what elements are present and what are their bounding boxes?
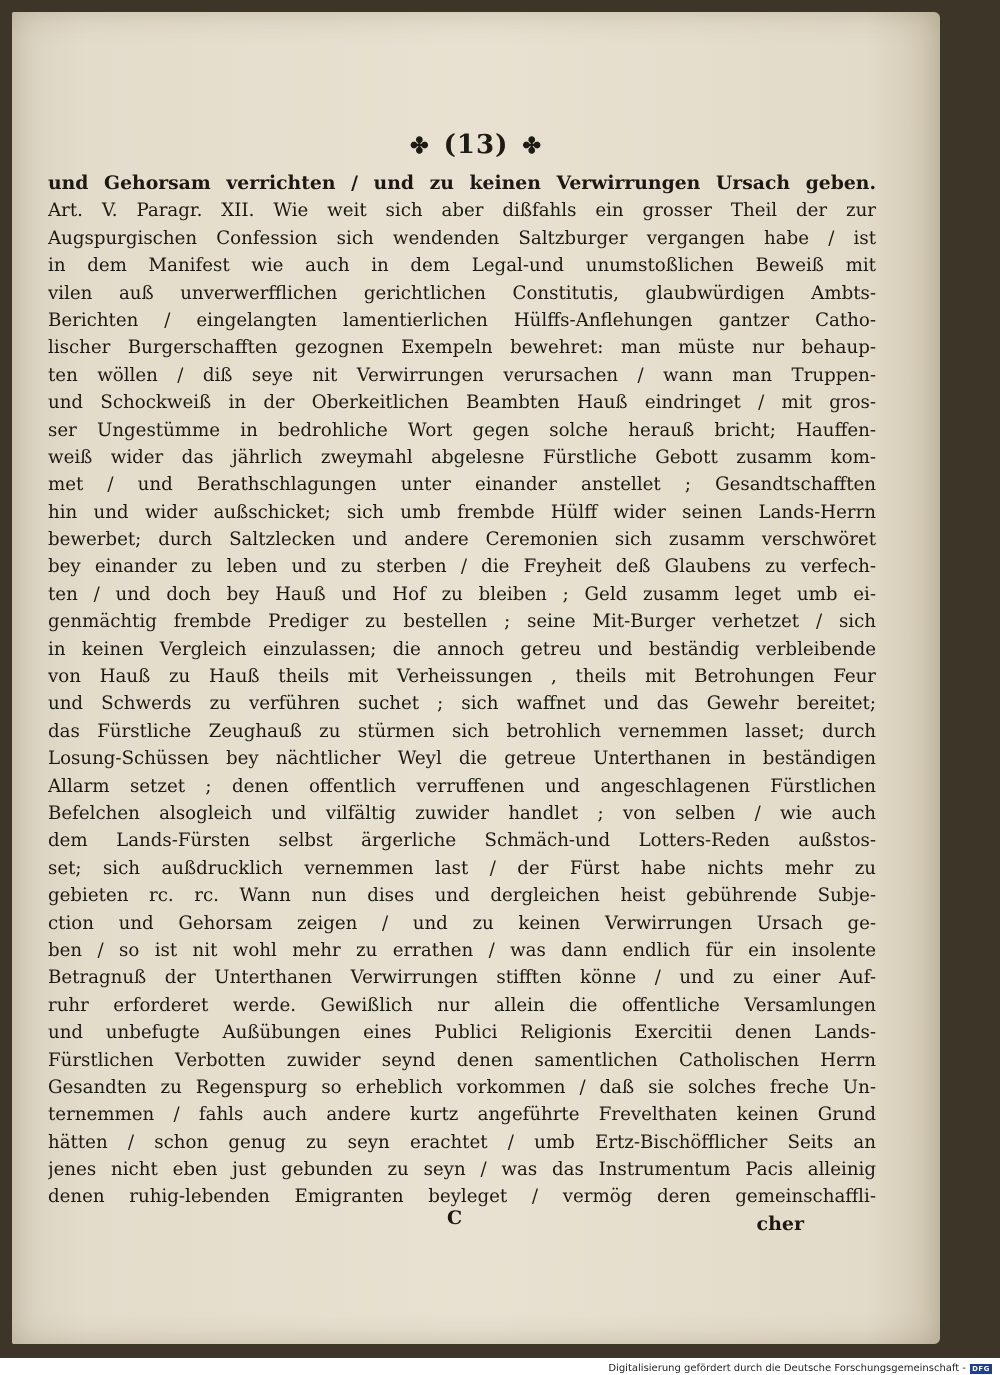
dfg-logo-icon: DFG bbox=[970, 1364, 992, 1374]
page-header bbox=[12, 130, 940, 160]
text-line: hin und wider außschicket; sich umb frembde Hülff wider seinen Lands-Herrn bbox=[48, 501, 876, 523]
text-line: hätten / schon genug zu seyn erachtet / umb Ertz-Bischöfflicher Seits an bbox=[48, 1131, 876, 1153]
text-line: gebieten rc. rc. Wann nun dises und dergleichen heist gebührende Subje- bbox=[48, 885, 876, 907]
ornament-right-icon: ✤ bbox=[522, 133, 542, 159]
text-line: jenes nicht eben just gebunden zu seyn / was das Instrumentum Pacis alleinig bbox=[48, 1159, 876, 1181]
text-line: ben / so ist nit wohl mehr zu errathen / was dann endlich für ein insolente bbox=[48, 939, 876, 961]
text-line: genmächtig frembde Prediger zu bestellen ; seine Mit-Burger verhetzet / sich bbox=[48, 611, 876, 633]
text-line: und Schockweiß in der Oberkeitlichen Beambten Hauß eindringet / mit gros- bbox=[48, 392, 876, 414]
text-line: vilen auß unverwerfflichen gerichtlichen Constitutis, glaubwürdigen Ambts- bbox=[48, 282, 876, 304]
text-line: Befelchen alsogleich und vilfältig zuwider handlet ; von selben / wie auch bbox=[48, 802, 876, 824]
text-line: in dem Manifest wie auch in dem Legal-und unumstoßlichen Beweiß mit bbox=[48, 255, 876, 277]
text-line: ten / und doch bey Hauß und Hof zu bleiben ; Geld zusamm leget umb ei- bbox=[48, 583, 876, 605]
text-line: bewerbet; durch Saltzlecken und andere Ceremonien sich zusamm verschwöret bbox=[48, 529, 876, 551]
text-line: dem Lands-Fürsten selbst ärgerliche Schmäch-und Lotters-Reden außstos- bbox=[48, 830, 876, 852]
text-line: Allarm setzet ; denen offentlich verruffenen und angeschlagenen Fürstlichen bbox=[48, 775, 876, 797]
body-text bbox=[48, 170, 876, 1211]
catchword: cher bbox=[756, 1213, 804, 1235]
text-line: und unbefugte Außübungen eines Publici Religionis Exercitii denen Lands- bbox=[48, 1022, 876, 1044]
text-line: ser Ungestümme in bedrohliche Wort gegen solche herauß bricht; Hauffen- bbox=[48, 419, 876, 441]
text-line: Fürstlichen Verbotten zuwider seynd denen samentlichen Catholischen Herrn bbox=[48, 1049, 876, 1071]
text-line: von Hauß zu Hauß theils mit Verheissungen , theils mit Betrohungen Feur bbox=[48, 666, 876, 688]
text-line: und Schwerds zu verführen suchet ; sich waffnet und das Gewehr bereitet; bbox=[48, 693, 876, 715]
digitization-footer bbox=[608, 1363, 992, 1374]
text-line: Berichten / eingelangten lamentierlichen Hülffs-Anflehungen gantzer Catho- bbox=[48, 309, 876, 331]
page-number: (13) bbox=[443, 130, 509, 160]
text-line: und Gehorsam verrichten / und zu keinen Verwirrungen Ursach geben. bbox=[48, 172, 876, 194]
footer-credit: Digitalisierung gefördert durch die Deutsche Forschungsgemeinschaft - bbox=[608, 1363, 966, 1374]
ornament-left-icon: ✤ bbox=[410, 133, 430, 159]
text-line: das Fürstliche Zeughauß zu stürmen sich betrohlich vernemmen lasset; durch bbox=[48, 720, 876, 742]
text-line: Gesandten zu Regenspurg so erheblich vorkommen / daß sie solches freche Un- bbox=[48, 1076, 876, 1098]
text-line: ruhr erforderet werde. Gewißlich nur allein die offentliche Versamlungen bbox=[48, 994, 876, 1016]
text-line: Losung-Schüssen bey nächtlicher Weyl die getreue Unterthanen in beständigen bbox=[48, 748, 876, 770]
text-line: lischer Burgerschafften gezognen Exempeln bewehret: man müste nur behaup- bbox=[48, 337, 876, 359]
text-line: ternemmen / fahls auch andere kurtz angeführte Frevelthaten keinen Grund bbox=[48, 1104, 876, 1126]
book-page bbox=[12, 12, 940, 1344]
text-line: met / und Berathschlagungen unter einander anstellet ; Gesandtschafften bbox=[48, 474, 876, 496]
page-bottom bbox=[12, 1207, 940, 1237]
text-line: denen ruhig-lebenden Emigranten beyleget / vermög deren gemeinschaffli- bbox=[48, 1186, 876, 1208]
text-line: ction und Gehorsam zeigen / und zu keinen Verwirrungen Ursach ge- bbox=[48, 912, 876, 934]
text-line: ten wöllen / diß seye nit Verwirrungen verursachen / wann man Truppen- bbox=[48, 364, 876, 386]
text-line: Augspurgischen Confession sich wendenden Saltzburger vergangen habe / ist bbox=[48, 227, 876, 249]
signature-mark: C bbox=[447, 1207, 463, 1229]
text-line: in keinen Vergleich einzulassen; die annoch getreu und beständig verbleibende bbox=[48, 638, 876, 660]
text-line: weiß wider das jährlich zweymahl abgelesne Fürstliche Gebott zusamm kom- bbox=[48, 446, 876, 468]
text-line: set; sich außdrucklich vernemmen last / der Fürst habe nichts mehr zu bbox=[48, 857, 876, 879]
text-line: Art. V. Paragr. XII. Wie weit sich aber dißfahls ein grosser Theil der zur bbox=[48, 200, 876, 222]
text-line: Betragnuß der Unterthanen Verwirrungen stifften könne / und zu einer Auf- bbox=[48, 967, 876, 989]
text-line: bey einander zu leben und zu sterben / die Freyheit deß Glaubens zu verfech- bbox=[48, 556, 876, 578]
